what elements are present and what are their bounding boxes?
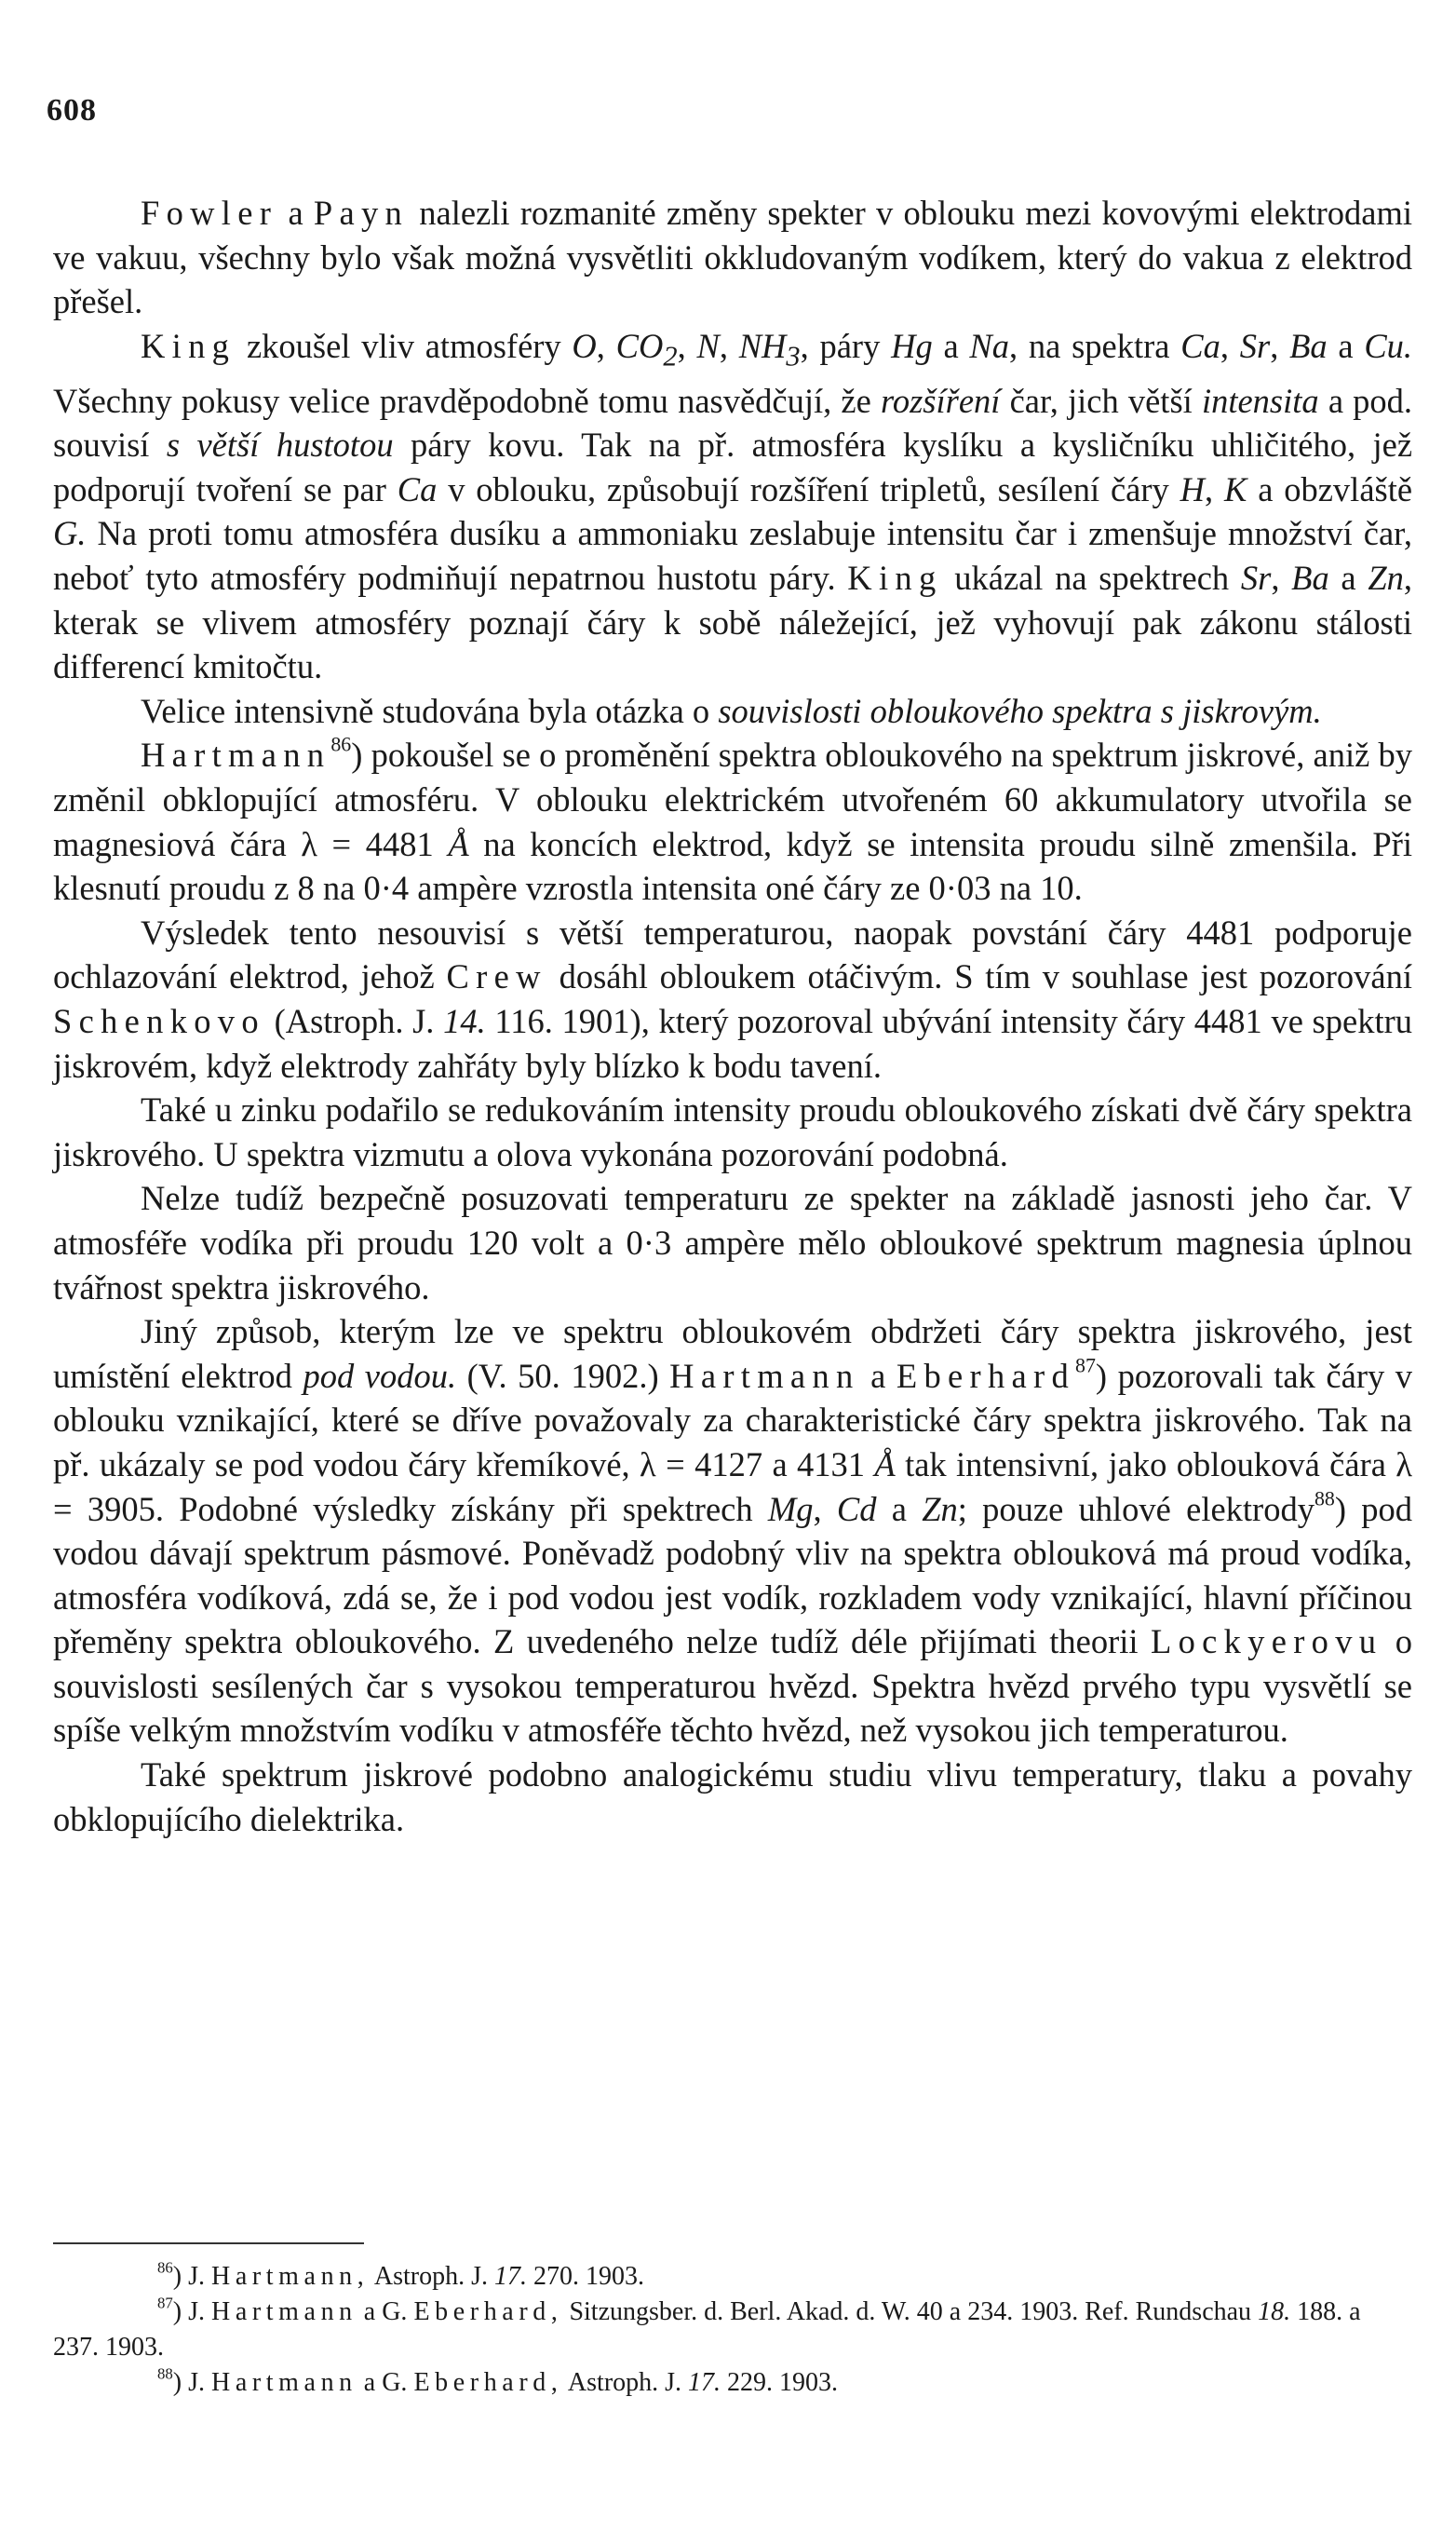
footnote-88: $^{88}$) J. Hartmann a G. Eberhard, Astroph. J. 17. 229. 1903. bbox=[157, 2364, 839, 2397]
body-text bbox=[53, 191, 1412, 1841]
footnote-divider bbox=[53, 2242, 364, 2244]
paragraph-zinc: Také u zinku podařilo se redukováním intensity proudu obloukového získati dvě čáry spektra jiskrového. U spektra vizmutu a olova vykonána pozorování podobná. bbox=[53, 1090, 1412, 1173]
paragraph-king: King zkoušel vliv atmosféry O, $CO_2$, N, $NH_3$, páry Hg a Na, na spektra Ca, Sr, Ba a Cu. Všechny pokusy velice pravděpodobně tomu nasvědčují, že rozšíření čar, jich větší intensita a pod. souvisí s větší hustotou páry kovu. Tak na př. atmosféra kyslíku a kysličníku uhličitého, jež podporují tvoření se par Ca v oblouku, způsobují rozšíření tripletů, sesílení čáry H, K a obzvláště G. Na proti tomu atmosféra dusíku a ammoniaku zeslabuje intensitu čar i zmenšuje množství čar, neboť tyto atmosféry podmiňují nepatrnou hustotu páry. King ukázal na spektrech Sr, Ba a Zn, kterak se vlivem atmosféry poznají čáry k sobě náležející, jež vyhovují pak zákonu stálosti differencí kmitočtu. bbox=[53, 326, 1413, 686]
footnotes bbox=[53, 2259, 1412, 2401]
paragraph-arc-spark: Velice intensivně studována byla otázka o souvislosti obloukového spektra s jiskrovým. bbox=[141, 691, 1322, 730]
paragraph-hartmann: Hartmann$^{86}$) pokoušel se o proměnění spektra obloukového na spektrum jiskrové, aniž by změnil obklopující atmosféru. V oblouku elektrickém utvořeném 60 akkumulatory utvořila se magnesiová čára λ = 4481 Å na koncích elektrod, když se intensita proudu silně zmenšila. Při klesnutí proudu z 8 na 0·4 ampère vzrostla intensita oné čáry ze 0·03 na 10. bbox=[53, 733, 1412, 908]
footnote-86: $^{86}$) J. Hartmann, Astroph. J. 17. 270. 1903. bbox=[157, 2258, 644, 2291]
page-number: 608 bbox=[47, 93, 97, 128]
paragraph-underwater: Jiný způsob, kterým lze ve spektru obloukovém obdržeti čáry spektra jiskrového, jest umístění elektrod pod vodou. (V. 50. 1902.) Hartmann a Eberhard$^{87}$) pozorovali tak čáry v oblouku vznikající, které se dříve považovaly za charakteristické čáry spektra jiskrového. Tak na př. ukázaly se pod vodou čáry křemíkové, λ = 4127 a 4131 Å tak intensivní, jako oblouková čára λ = 3905. Podobné výsledky získány při spektrech Mg, Cd a Zn; pouze uhlové elektrody$^{88}$) pod vodou dávají spektrum pásmové. Poněvadž podobný vliv na spektra oblouková má proud vodíka, atmosféra vodíková, zdá se, že i pod vodou jest vodík, rozkladem vody vznikající, hlavní příčinou přeměny spektra obloukového. Z uvedeného nelze tudíž déle přijímati theorii Lockyerovu o souvislosti sesílených čar s vysokou temperaturou hvězd. Spektra hvězd prvého typu vysvětlí se spíše velkým množstvím vodíku v atmosféře těchto hvězd, než vysokou jich temperaturou. bbox=[53, 1312, 1413, 1750]
paragraph-result: Výsledek tento nesouvisí s větší temperaturou, naopak povstání čáry 4481 podporuje ochlazování elektrod, jehož Crew dosáhl obloukem otáčivým. S tím v souhlase jest pozorování Schenkovo (Astroph. J. 14. 116. 1901), který pozoroval ubývání intensity čáry 4481 ve spektru jiskrovém, když elektrody zahřáty byly blízko k bodu tavení. bbox=[53, 913, 1413, 1085]
paragraph-dielectric: Také spektrum jiskrové podobno analogickému studiu vlivu temperatury, tlaku a povahy obklopujícího dielektrika. bbox=[53, 1755, 1412, 1838]
paragraph-temperature: Nelze tudíž bezpečně posuzovati temperaturu ze spekter na základě jasnosti jeho čar. V atmosféře vodíka při proudu 120 volt a 0·3 ampère mělo obloukové spektrum magnesia úplnou tvářnost spektra jiskrového. bbox=[53, 1179, 1412, 1307]
footnote-87: $^{87}$) J. Hartmann a G. Eberhard, Sitzungsber. d. Berl. Akad. d. W. 40 a 234. 1903. Ref. Rundschau 18. 188. a 237. 1903. bbox=[53, 2294, 1361, 2362]
paragraph-fowler-payn: Fowler a Payn nalezli rozmanité změny spekter v oblouku mezi kovovými elektrodami ve vakuu, všechny bylo však možná vysvětliti okkludovaným vodíkem, který do vakua z elektrod přešel. bbox=[53, 194, 1413, 321]
